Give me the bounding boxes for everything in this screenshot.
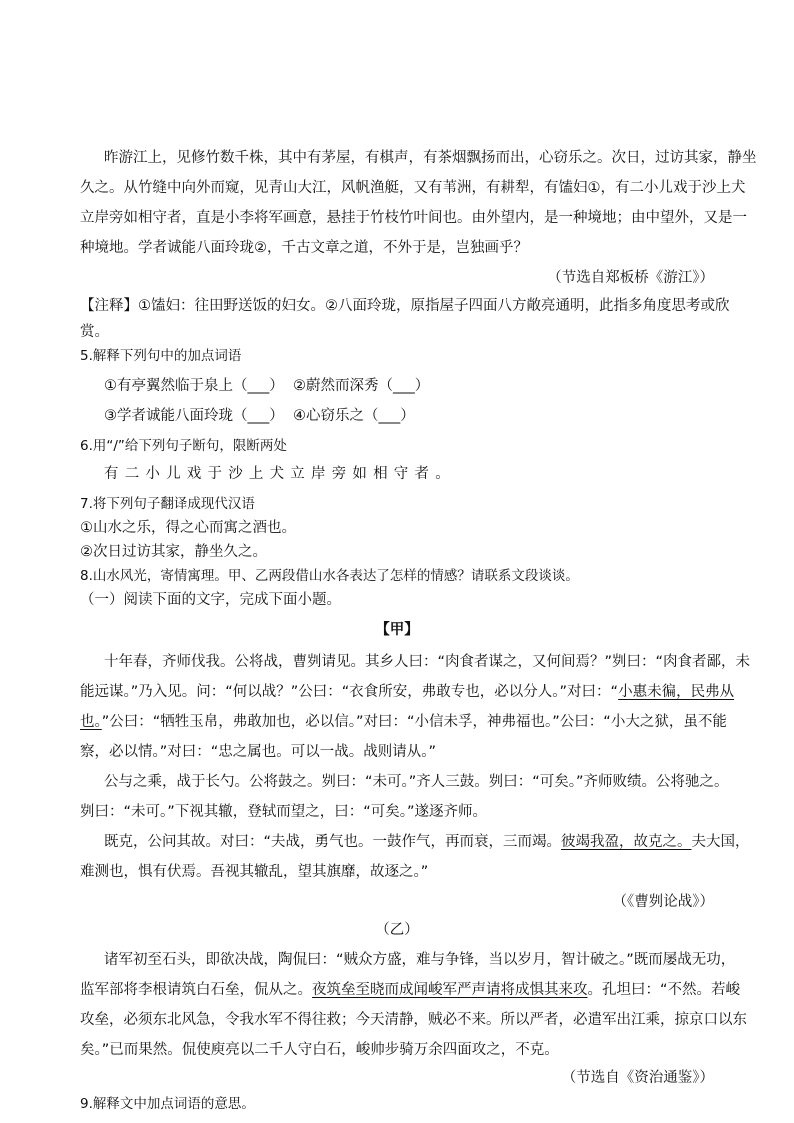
yi-line-4: 矣。”已而果然。侃使庾亮以二千人守白石，峻帅步骑万余四面攻之，不克。 xyxy=(80,1042,559,1058)
jia-p1-line-4: 察，必以情。”对曰：“忠之属也。可以一战。战则请从。” xyxy=(80,744,437,760)
yi-heading: （乙） xyxy=(375,922,419,938)
yi-line-2-text-b: 。孔坦曰：“不然。若峻 xyxy=(587,982,741,998)
yi-line-1: 诸军初至石头，即欲决战，陶侃曰：“贼众方盛，难与争锋，当以岁月，智计破之。”既而屡战无功， xyxy=(104,952,736,968)
jia-p2-line-1: 公与之乘，战于长勺。公将鼓之。刿曰：“未可。”齐人三鼓。刿曰：“可矣。”齐师败绩。公将驰之。 xyxy=(104,774,729,790)
jia-p3-line-1-text-b: 夫大国， xyxy=(691,834,750,850)
jia-underlined-sentence-1b: 也。 xyxy=(80,714,102,730)
passage1-line-1: 昨游江上，见修竹数千株，其中有茅屋，有棋声，有茶烟飘扬而出，心窃乐之。次日，过访其家，静坐 xyxy=(104,150,757,166)
q7-item-1: ①山水之乐，得之心而寓之酒也。 xyxy=(80,520,296,536)
jia-p3-line-1-text-a: 既克，公问其故。对曰：“夫战，勇气也。一鼓作气，再而衰，三而竭。 xyxy=(104,834,562,850)
jia-p3-line-1 xyxy=(104,832,750,852)
jia-p1-line-2-text: 能远谋。”乃入见。问：“何以战？”公曰：“衣食所安，弗敢专也，必以分人。”对曰：“ xyxy=(80,684,619,700)
q7-item-2: ②次日过访其家，静坐久之。 xyxy=(80,544,267,560)
q7-title: 7.将下列句子翻译成现代汉语 xyxy=(80,496,255,512)
jia-p2-line-2: 刿曰：“未可。”下视其辙，登轼而望之，曰：“可矣。”遂逐齐师。 xyxy=(80,804,488,820)
q6-title: 6.用“/”给下列句子断句，限断两处 xyxy=(80,438,287,454)
jia-p1-line-1: 十年春，齐师伐我。公将战，曹刿请见。其乡人曰：“肉食者谋之，又何间焉？”刿曰：“肉食者鄙，未 xyxy=(104,654,751,670)
jia-underlined-sentence-1a: 小惠未徧，民弗从 xyxy=(618,684,735,700)
passage1-line-3: 立岸旁如相守者，直是小李将军画意，悬挂于竹枝竹叶间也。由外望内，是一种境地；由中望外，又是一 xyxy=(80,210,747,226)
q9-title: 9.解释文中加点词语的意思。 xyxy=(80,1096,255,1112)
yi-source: （节选自《资治通鉴》） xyxy=(561,1070,714,1086)
yi-line-2 xyxy=(80,980,741,1000)
jia-p3-line-2: 难测也，惧有伏焉。吾视其辙乱，望其旗靡，故逐之。” xyxy=(80,864,429,880)
yi-underlined-sentence: 夜筑垒至晓而成闻峻军严声请将成惧其来攻 xyxy=(312,982,588,998)
q5-title: 5.解释下列句中的加点词语 xyxy=(80,348,242,364)
jia-p1-line-2 xyxy=(80,682,735,702)
passage1-source: （节选自郑板桥《游江》） xyxy=(547,270,714,286)
yi-line-3: 攻垒，必须东北风急，令我水军不得往救；今天清静，贼必不来。所以严者，必遣军出江乘，掠京口以东 xyxy=(80,1012,747,1028)
jia-underlined-sentence-2: 彼竭我盈，故克之。 xyxy=(561,834,692,850)
yi-line-2-text-a: 监军部将李根请筑白石垒，侃从之。 xyxy=(80,982,312,998)
q5-row-2: ③学者诚能八面玲珑（___） ④心窃乐之（___） xyxy=(104,408,415,424)
jia-source: （《曹刿论战》） xyxy=(612,894,714,910)
jia-heading: 【甲】 xyxy=(375,622,419,638)
section-one-instruction: （一）阅读下面的文字，完成下面小题。 xyxy=(80,592,341,608)
notes-line-1: 【注释】①馌妇：往田野送饭的妇女。②八面玲珑，原指屋子四面八方敞亮通明，此指多角度思考或欣 xyxy=(80,298,730,314)
jia-p1-line-3 xyxy=(80,712,727,732)
passage1-line-2: 久之。从竹缝中向外而窥，见青山大江，风帆渔艇，又有苇洲，有耕犁，有馌妇①，有二小儿戏于沙上犬 xyxy=(80,180,746,196)
notes-line-2: 赏。 xyxy=(80,324,109,340)
q8-title: 8.山水风光，寄情寓理。甲、乙两段借山水各表达了怎样的情感？请联系文段谈谈。 xyxy=(80,568,579,584)
q6-sentence: 有二小儿戏于沙上犬立岸旁如相守者。 xyxy=(104,466,456,482)
jia-p1-line-3-text: ”公曰：“牺牲玉帛，弗敢加也，必以信。”对曰：“小信未孚，神弗福也。”公曰：“小大之狱，虽不能 xyxy=(101,714,727,730)
q5-row-1: ①有亭翼然临于泉上（___） ②蔚然而深秀（___） xyxy=(104,378,430,394)
passage1-line-4: 种境地。学者诚能八面玲珑②，千古文章之道，不外于是，岂独画乎？ xyxy=(80,240,528,256)
